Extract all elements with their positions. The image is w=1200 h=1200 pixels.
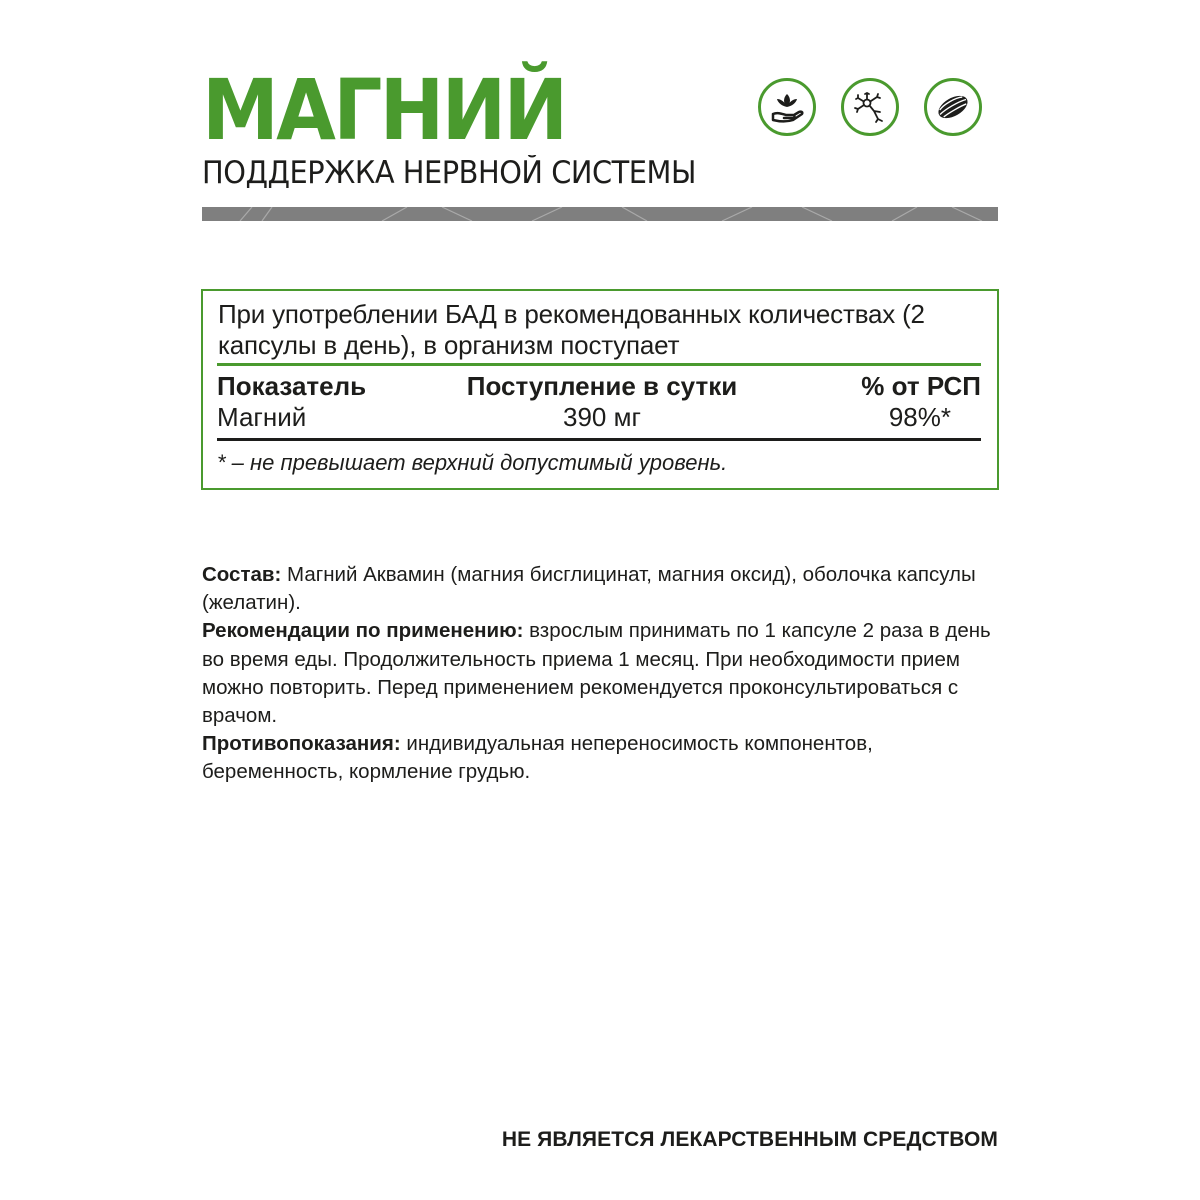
contraindications-paragraph xyxy=(202,730,1002,786)
composition-text: Магний Аквамин (магния бисглицинат, магния оксид), оболочка капсулы (желатин). xyxy=(202,563,976,615)
recommendations-text: взрослым принимать по 1 капсуле 2 раза в день во время еды. Продолжительность приема 1 месяц. При необходимости прием можно повторить. Перед применением рекомендуется проконсультироваться с врачом. xyxy=(202,619,991,728)
nutrition-table xyxy=(201,289,999,490)
composition-label: Состав: xyxy=(202,563,282,586)
product-title: МАГНИЙ xyxy=(202,61,566,159)
header-indicator: Показатель xyxy=(217,371,367,401)
capsule-icon xyxy=(924,78,982,136)
header-daily-intake: Поступление в сутки xyxy=(466,371,738,401)
contraindications-text: индивидуальная непереносимость компонентов, беременность, кормление грудью. xyxy=(202,732,873,784)
benefit-icons xyxy=(758,78,982,136)
product-description xyxy=(202,561,1002,787)
recommendations-label: Рекомендации по применению: xyxy=(202,619,524,643)
lotus-hand-icon xyxy=(758,78,816,136)
decorative-stripe xyxy=(202,207,998,221)
cell-nutrient: Магний xyxy=(217,402,307,432)
table-intro: При употреблении БАД в рекомендованных количествах (2 капсулы в день), в организм поступает xyxy=(218,299,925,360)
cell-percent: 98%* xyxy=(888,402,951,432)
table-footnote: * – не превышает верхний допустимый уровень. xyxy=(217,450,728,475)
header-rsp-percent: % от РСП xyxy=(861,371,981,401)
product-subtitle: ПОДДЕРЖКА НЕРВНОЙ СИСТЕМЫ xyxy=(202,155,696,191)
divider xyxy=(217,438,981,441)
composition-paragraph xyxy=(202,561,1002,617)
disclaimer: НЕ ЯВЛЯЕТСЯ ЛЕКАРСТВЕННЫМ СРЕДСТВОМ xyxy=(501,1128,998,1151)
divider xyxy=(217,363,981,366)
recommendations-paragraph xyxy=(202,617,1002,730)
cell-amount: 390 мг xyxy=(563,402,641,432)
neuron-icon xyxy=(841,78,899,136)
contraindications-label: Противопоказания: xyxy=(202,732,401,756)
